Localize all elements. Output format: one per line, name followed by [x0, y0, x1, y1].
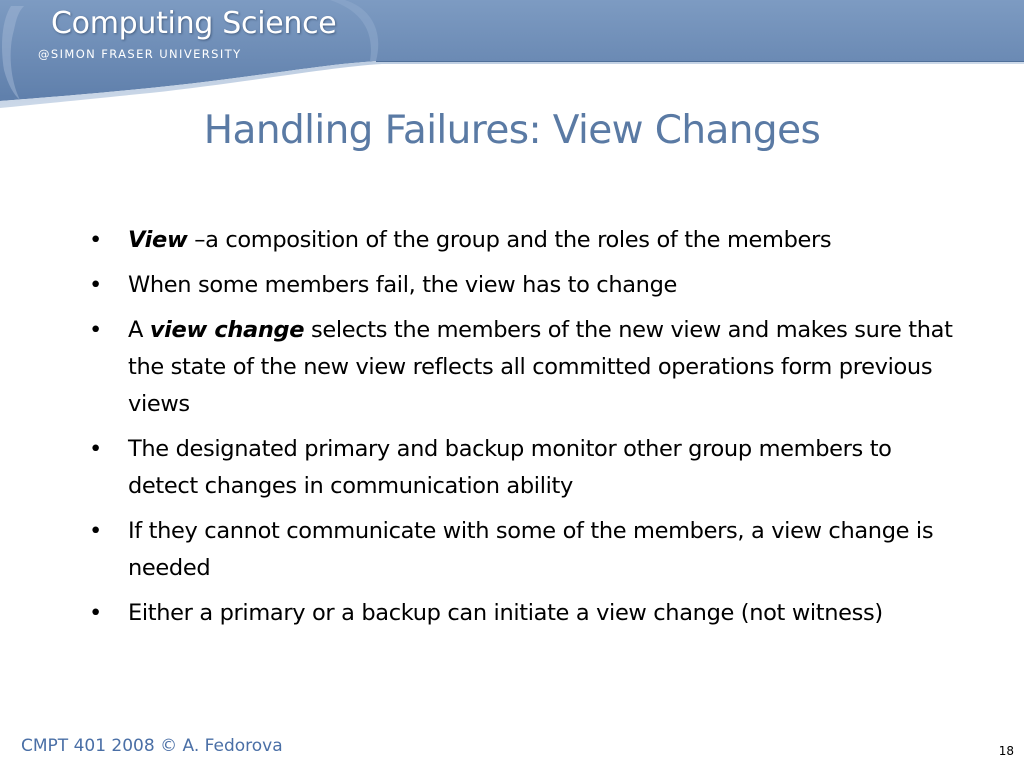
bullet-icon: • [89, 227, 102, 253]
bullet-item [82, 267, 962, 304]
bullet-icon: • [89, 317, 102, 343]
bullet-item [82, 431, 962, 505]
bullet-icon: • [89, 518, 102, 544]
bullet-item [82, 222, 962, 259]
bullet-item [82, 513, 962, 587]
bullet-text: If they cannot communicate with some of the members, a view change is needed [128, 518, 934, 581]
slide-title: Handling Failures: View Changes [203, 108, 821, 153]
bullet-icon: • [89, 272, 102, 298]
bullet-text: When some members fail, the view has to change [128, 272, 678, 298]
footer-course-label: CMPT 401 2008 © A. Fedorova [21, 736, 283, 756]
bullet-text: –a composition of the group and the roles of the members [187, 227, 832, 253]
emphasis-term: View [128, 227, 188, 253]
banner-subtitle: @SIMON FRASER UNIVERSITY [38, 47, 242, 61]
slide-number: 18 [998, 744, 1014, 758]
banner-title: Computing Science [51, 6, 337, 41]
bullet-item [82, 595, 962, 632]
bullet-list [82, 222, 962, 640]
emphasis-term: view change [149, 317, 305, 343]
bullet-item: • A view change selects the members of the new view and makes sure that the state of the new view reflects all committed operations form previous views [82, 312, 962, 423]
bullet-text: Either a primary or a backup can initiate a view change (not witness) [128, 600, 883, 626]
bullet-icon: • [89, 436, 102, 462]
bullet-icon: • [89, 600, 102, 626]
bullet-text: selects the members of the new view and makes sure that the state of the new view reflects all committed operations form previous views [128, 317, 953, 417]
bullet-text: The designated primary and backup monitor other group members to detect changes in communication ability [128, 436, 892, 499]
